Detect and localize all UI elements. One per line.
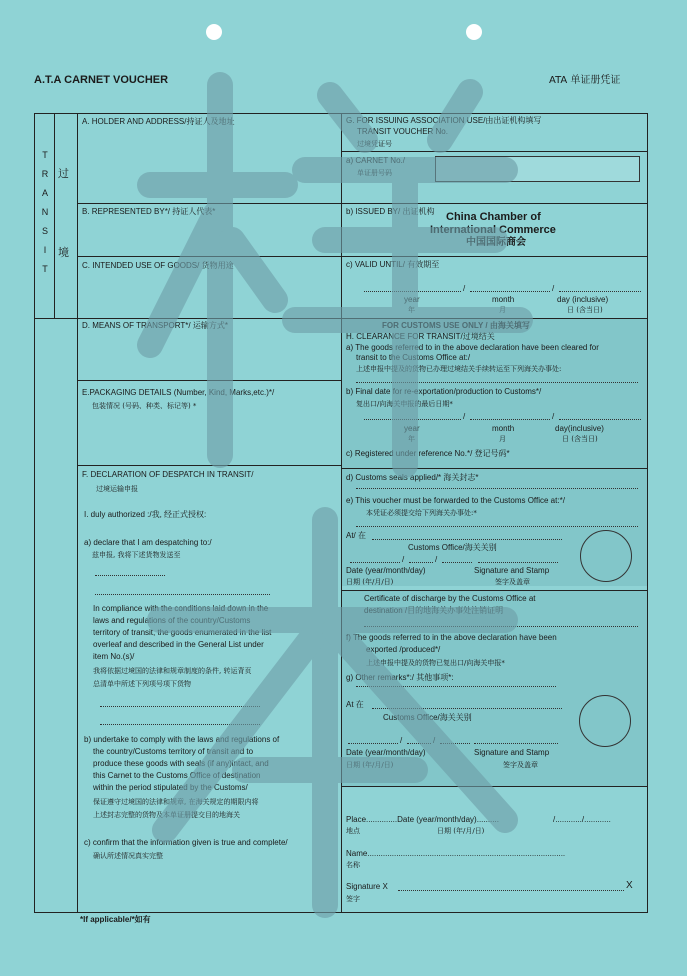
compliance-line: item No.(s)/ — [93, 652, 135, 661]
separator — [341, 203, 647, 204]
dotted-line — [95, 575, 165, 576]
undertake-line: b) undertake to comply with the laws and regulations of — [84, 735, 280, 744]
dotted-line — [364, 291, 461, 292]
dotted-line — [350, 562, 400, 563]
compliance-line: overleaf and described in the General List under — [93, 640, 264, 649]
final-date-zh: 复出口/向海关申报的最后日期* — [356, 400, 453, 408]
slash: / — [433, 736, 436, 745]
dotted-line — [442, 562, 472, 563]
year-zh: 年 — [408, 306, 415, 314]
month-label: month — [492, 424, 515, 433]
customs-stamp-circle — [579, 695, 631, 747]
dotted-line — [364, 419, 461, 420]
left-column-divider — [77, 113, 78, 913]
place-zh: 地点 — [346, 827, 360, 835]
slash: / — [435, 555, 438, 564]
registered-ref-label: c) Registered under reference No.*/ 登记号码* — [346, 449, 510, 458]
transit-letter: R — [41, 169, 49, 179]
dotted-line — [356, 382, 638, 383]
separator — [341, 151, 647, 152]
transit-letter: S — [41, 226, 48, 236]
punch-hole — [206, 24, 222, 40]
punch-hole — [466, 24, 482, 40]
signature-stamp-label: Signature and Stamp — [474, 566, 550, 575]
transit-zh-2: 境 — [58, 246, 69, 259]
compliance-zh: 我将依据过境国的法律和规章制度的条件, 转运背页 — [93, 667, 252, 675]
dotted-line — [474, 743, 558, 744]
clearance-a: a) The goods referred to in the above declaration have been cleared for — [346, 343, 599, 352]
clearance-a: transit to the Customs Office at:/ — [356, 353, 471, 362]
undertake-line: the country/Customs territory of transit and to — [93, 747, 254, 756]
dotted-line — [100, 724, 260, 725]
day-zh: 日 (含当日) — [567, 306, 603, 314]
compliance-zh: 总清单中所述下列项号项下货物 — [93, 680, 191, 688]
separator — [77, 465, 341, 466]
dotted-line — [356, 488, 638, 489]
dotted-line — [407, 743, 431, 744]
year-zh: 年 — [408, 435, 415, 443]
separator — [341, 256, 647, 257]
customs-seals-label: d) Customs seals applied/* 海关封志* — [346, 473, 479, 482]
declaration-label: F. DECLARATION OF DESPATCH IN TRANSIT/ — [82, 470, 254, 479]
place-date-tail: /............/............ — [553, 815, 611, 824]
other-remarks-label: g) Other remarks*:/ 其他事项*: — [346, 673, 454, 682]
carnet-no-input[interactable] — [435, 156, 640, 182]
month-label: month — [492, 295, 515, 304]
dotted-line — [478, 562, 558, 563]
confirm-line: c) confirm that the information given is true and complete/ — [84, 838, 288, 847]
customs-stamp-circle — [580, 530, 632, 582]
certificate-label: Certificate of discharge by the Customs Office at — [364, 594, 536, 603]
separator — [341, 468, 647, 469]
date-label: Date (year/month/day) — [346, 566, 426, 575]
declaration-zh: 过境运输申报 — [96, 485, 138, 493]
slash: / — [402, 555, 405, 564]
dotted-line — [372, 708, 562, 709]
dotted-line — [470, 419, 550, 420]
signature-end-mark: X — [626, 880, 633, 891]
year-label: year — [404, 295, 420, 304]
customs-office-label: Customs Office/海关关别 — [383, 713, 472, 722]
date-zh: 日期 (年/月/日) — [346, 761, 394, 769]
customs-use-title: FOR CUSTOMS USE ONLY / 由海关填写 — [382, 321, 530, 330]
goods-exported-label: f) The goods referred to in the above declaration have been — [346, 633, 557, 642]
means-of-transport-label: D. MEANS OF TRANSPORT*/ 运输方式* — [82, 321, 228, 330]
slash: / — [400, 736, 403, 745]
document-title: A.T.A CARNET VOUCHER — [34, 74, 169, 86]
transit-voucher-no-label: TRANSIT VOUCHER No. — [357, 127, 448, 136]
declare-despatch: a) declare that I am despatching to:/ — [84, 538, 212, 547]
frame-right — [647, 113, 648, 913]
signature-stamp-zh: 签字及盖章 — [503, 761, 538, 769]
carnet-no-zh: 单证册号码 — [357, 169, 392, 177]
slash: / — [552, 412, 555, 421]
issuing-association-label: G. FOR ISSUING ASSOCIATION USE/由出证机构填写 — [346, 116, 542, 125]
org-name-line1: China Chamber of — [446, 211, 541, 223]
transit-letter: I — [43, 245, 47, 255]
compliance-line: laws and regulations of the country/Customs — [93, 616, 251, 625]
dotted-line — [409, 562, 433, 563]
compliance-line: In compliance with the conditions laid down in the — [93, 604, 269, 613]
org-name-zh: 中国国际商会 — [466, 237, 526, 248]
dotted-line — [440, 743, 470, 744]
name-zh: 名称 — [346, 861, 360, 869]
slash: / — [463, 284, 466, 293]
dotted-line — [356, 526, 638, 527]
declare-despatch-zh: 兹申报, 我将下述货物发送至 — [92, 551, 181, 559]
dotted-line — [372, 539, 562, 540]
issued-by-label: b) ISSUED BY/ 出证机构 — [346, 207, 435, 216]
at-label: At/ 在 — [346, 531, 367, 540]
intended-use-label: C. INTENDED USE OF GOODS/ 货物用途 — [82, 261, 234, 270]
transit-letter: T — [42, 150, 48, 160]
valid-until-label: c) VALID UNTIL/ 有效期至 — [346, 260, 440, 269]
clearance-label: H. CLEARANCE FOR TRANSIT/过境结关 — [346, 332, 495, 341]
packaging-details-label: E.PACKAGING DETAILS (Number, Kind, Marks,etc.)*/ — [82, 388, 275, 397]
slash: / — [552, 284, 555, 293]
compliance-line: territory of transit, the goods enumerated in the list — [93, 628, 272, 637]
org-name-line2: International Commerce — [430, 224, 556, 236]
footnote: *If applicable/*如有 — [80, 915, 151, 924]
separator — [34, 318, 341, 319]
dotted-line — [100, 706, 260, 707]
transit-letter: A — [41, 188, 48, 198]
year-label: year — [404, 424, 420, 433]
forward-voucher-zh: 本凭证必须提交给下列海关办事处:* — [366, 509, 477, 517]
signature-zh: 签字 — [346, 895, 360, 903]
date-zh: 日期 (年/月/日) — [346, 578, 394, 586]
frame-left — [34, 113, 35, 913]
certificate-destination: destination /目的地海关办事处注销证明 — [364, 606, 504, 615]
center-divider — [341, 113, 342, 913]
month-zh: 月 — [499, 306, 506, 314]
goods-exported-zh: 上述申报中提及的货物已复出口/向海关申报* — [366, 659, 505, 667]
dotted-line — [356, 686, 556, 687]
signature-stamp-zh: 签字及盖章 — [495, 578, 530, 586]
dotted-line — [470, 291, 550, 292]
final-date-label: b) Final date for re-exportation/production to Customs*/ — [346, 387, 542, 396]
transit-voucher-no-zh: 过境凭证号 — [357, 140, 392, 148]
dotted-line — [95, 594, 270, 595]
confirm-zh: 确认所述情况真实完整 — [93, 852, 163, 860]
separator — [77, 203, 341, 204]
transit-divider — [54, 113, 55, 318]
goods-exported-label: exported /produced*/ — [366, 645, 441, 654]
holder-address-label: A. HOLDER AND ADDRESS/持证人及地址 — [82, 117, 235, 126]
forward-voucher-label: e) This voucher must be forwarded to the Customs Office at:*/ — [346, 496, 565, 505]
signature-label: Signature X — [346, 882, 388, 891]
separator — [341, 786, 647, 787]
signature-stamp-label: Signature and Stamp — [474, 748, 550, 757]
place-date-line: Place..............Date (year/month/day).......... — [346, 815, 499, 824]
day-label: day (inclusive) — [557, 295, 609, 304]
day-zh: 日 (含当日) — [562, 435, 598, 443]
dotted-line — [364, 626, 638, 627]
packaging-details-zh: 包装情况 (号码、种类、标记等) * — [92, 402, 197, 410]
undertake-zh: 保证遵守过境国的法律和规章, 在海关规定的期限内将 — [93, 798, 259, 806]
customs-office-label: Customs Office/海关关别 — [408, 543, 497, 552]
represented-by-label: B. REPRESENTED BY*/ 持证人代表* — [82, 207, 216, 216]
carnet-no-label: a) CARNET No./ — [346, 156, 405, 165]
clearance-a-zh: 上述申报中提及的货物已办理过境结关手续转运至下列海关办事处: — [356, 365, 562, 373]
day-label: day(inclusive) — [555, 424, 604, 433]
transit-letter: T — [42, 264, 48, 274]
date-label: Date (year/month/day) — [346, 748, 426, 757]
separator — [77, 380, 341, 381]
undertake-line: within the period stipulated by the Customs/ — [93, 783, 248, 792]
name-line: Name......................................................................................... — [346, 849, 566, 858]
duly-authorized: I. duly authorized :/我, 经正式授权: — [84, 510, 207, 519]
signature-line — [398, 890, 624, 891]
undertake-line: this Carnet to the Customs Office of destination — [93, 771, 261, 780]
dotted-line — [559, 419, 641, 420]
document-title-zh: ATA 单证册凭证 — [549, 75, 621, 86]
slash: / — [463, 412, 466, 421]
dotted-line — [559, 291, 641, 292]
undertake-zh: 上述封志完整的货物及本单证册提交目的地海关 — [93, 811, 240, 819]
separator — [341, 590, 647, 591]
undertake-line: produce these goods with seals (if any)intact, and — [93, 759, 269, 768]
date-zh: 日期 (年/月/日) — [437, 827, 485, 835]
watermark-stroke — [232, 240, 275, 300]
dotted-line — [348, 743, 398, 744]
transit-zh-1: 过 — [58, 167, 69, 180]
transit-letter: N — [41, 207, 49, 217]
separator — [341, 318, 647, 319]
month-zh: 月 — [499, 435, 506, 443]
separator — [77, 256, 341, 257]
at-label: At 在 — [346, 700, 364, 709]
